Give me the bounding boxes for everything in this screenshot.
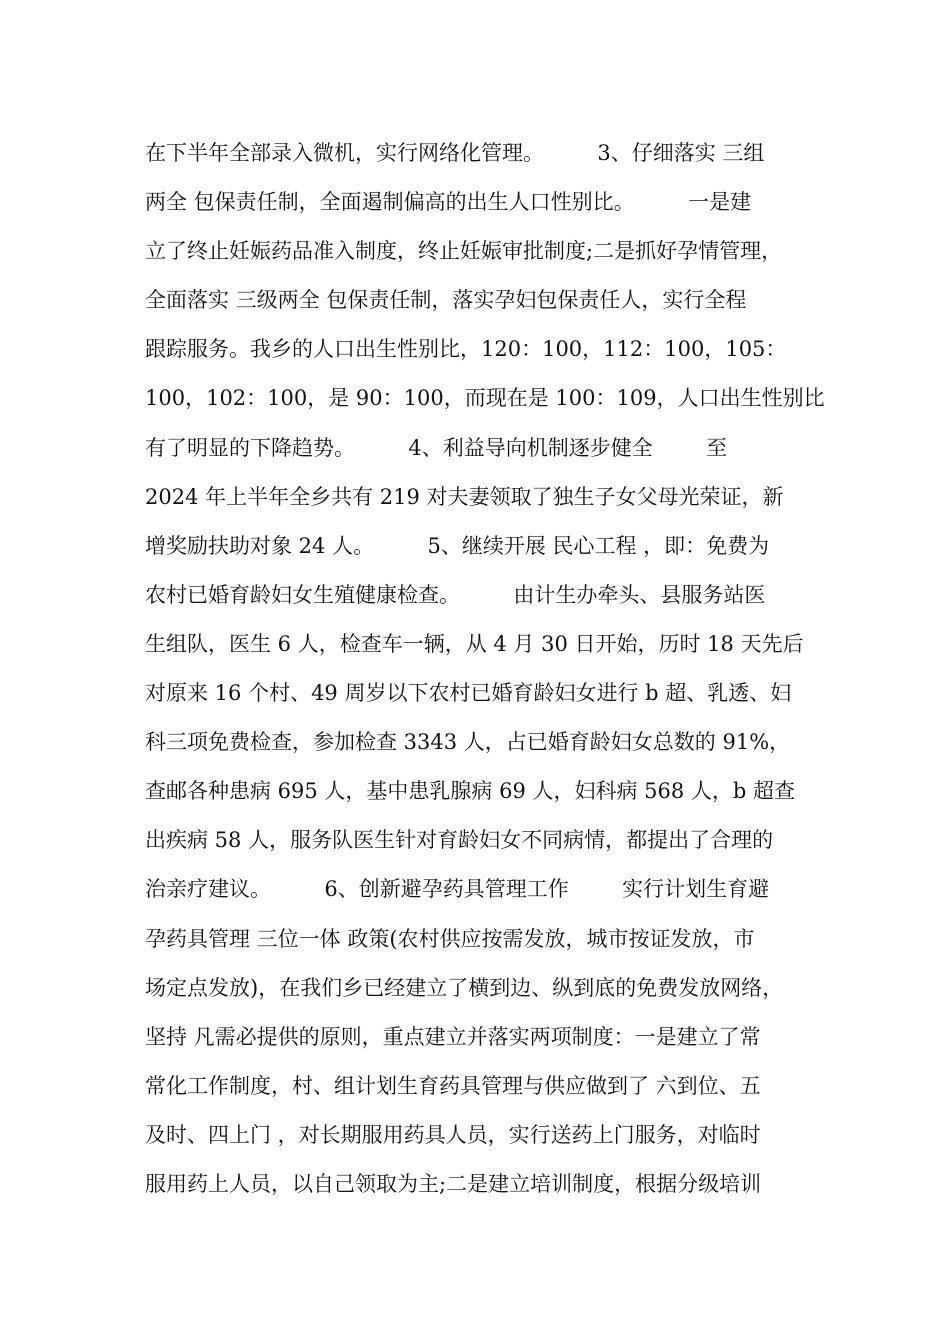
text-line: 两全 包保责任制，全面遏制偏高的出生人口性别比。 一是建	[145, 190, 752, 215]
text-line: 场定点发放)，在我们乡已经建立了横到边、纵到底的免费发放网络，	[145, 975, 784, 1000]
text-line: 及时、四上门 ，对长期服用药具人员，实行送药上门服务，对临时	[145, 1122, 761, 1147]
text-line: 出疾病 58 人，服务队医生针对育龄妇女不同病情，都提出了合理的	[145, 828, 774, 853]
text-line: 增奖励扶助对象 24 人。 5、继续开展 民心工程 ，即：免费为	[145, 533, 770, 558]
text-line: 孕药具管理 三位一体 政策(农村供应按需发放，城市按证发放，市	[145, 926, 755, 951]
text-line: 100，102：100，是 90：100，而现在是 100：109，人口出生性别比	[145, 386, 825, 411]
text-line: 生组队，医生 6 人，检查车一辆，从 4 月 30 日开始，历时 18 天先后	[145, 631, 804, 656]
text-line: 2024 年上半年全乡共有 219 对夫妻领取了独生子女父母光荣证，新	[145, 484, 784, 509]
text-line: 常化工作制度，村、组计划生育药具管理与供应做到了 六到位、五	[145, 1073, 761, 1098]
text-line: 农村已婚育龄妇女生殖健康检查。 由计生办牵头、县服务站医	[145, 582, 766, 607]
text-line: 服用药上人员，以自己领取为主;二是建立培训制度，根据分级培训	[145, 1171, 762, 1196]
text-line: 全面落实 三级两全 包保责任制，落实孕妇包保责任人，实行全程	[145, 288, 747, 313]
text-line: 在下半年全部录入微机，实行网络化管理。 3、仔细落实 三组	[145, 141, 765, 165]
text-line: 跟踪服务。我乡的人口出生性别比，120：100，112：100，105：	[145, 337, 787, 362]
text-line: 坚持 凡需必提供的原则，重点建立并落实两项制度：一是建立了常	[145, 1024, 761, 1049]
text-line: 对原来 16 个村、49 周岁以下农村已婚育龄妇女进行 b 超、乳透、妇	[145, 681, 792, 706]
text-line: 科三项免费检查，参加检查 3343 人，占已婚育龄妇女总数的 91%，	[145, 730, 791, 755]
text-line: 有了明显的下降趋势。 4、利益导向机制逐步健全 至	[145, 435, 728, 460]
text-line: 治亲疗建议。 6、创新避孕药具管理工作 实行计划生育避	[145, 877, 770, 902]
body-text	[145, 133, 825, 1213]
text-line: 查邮各种患病 695 人，基中患乳腺病 69 人，妇科病 568 人，b 超查	[145, 779, 796, 804]
text-line: 立了终止妊娠药品准入制度，终止妊娠审批制度;二是抓好孕情管理，	[145, 239, 783, 264]
